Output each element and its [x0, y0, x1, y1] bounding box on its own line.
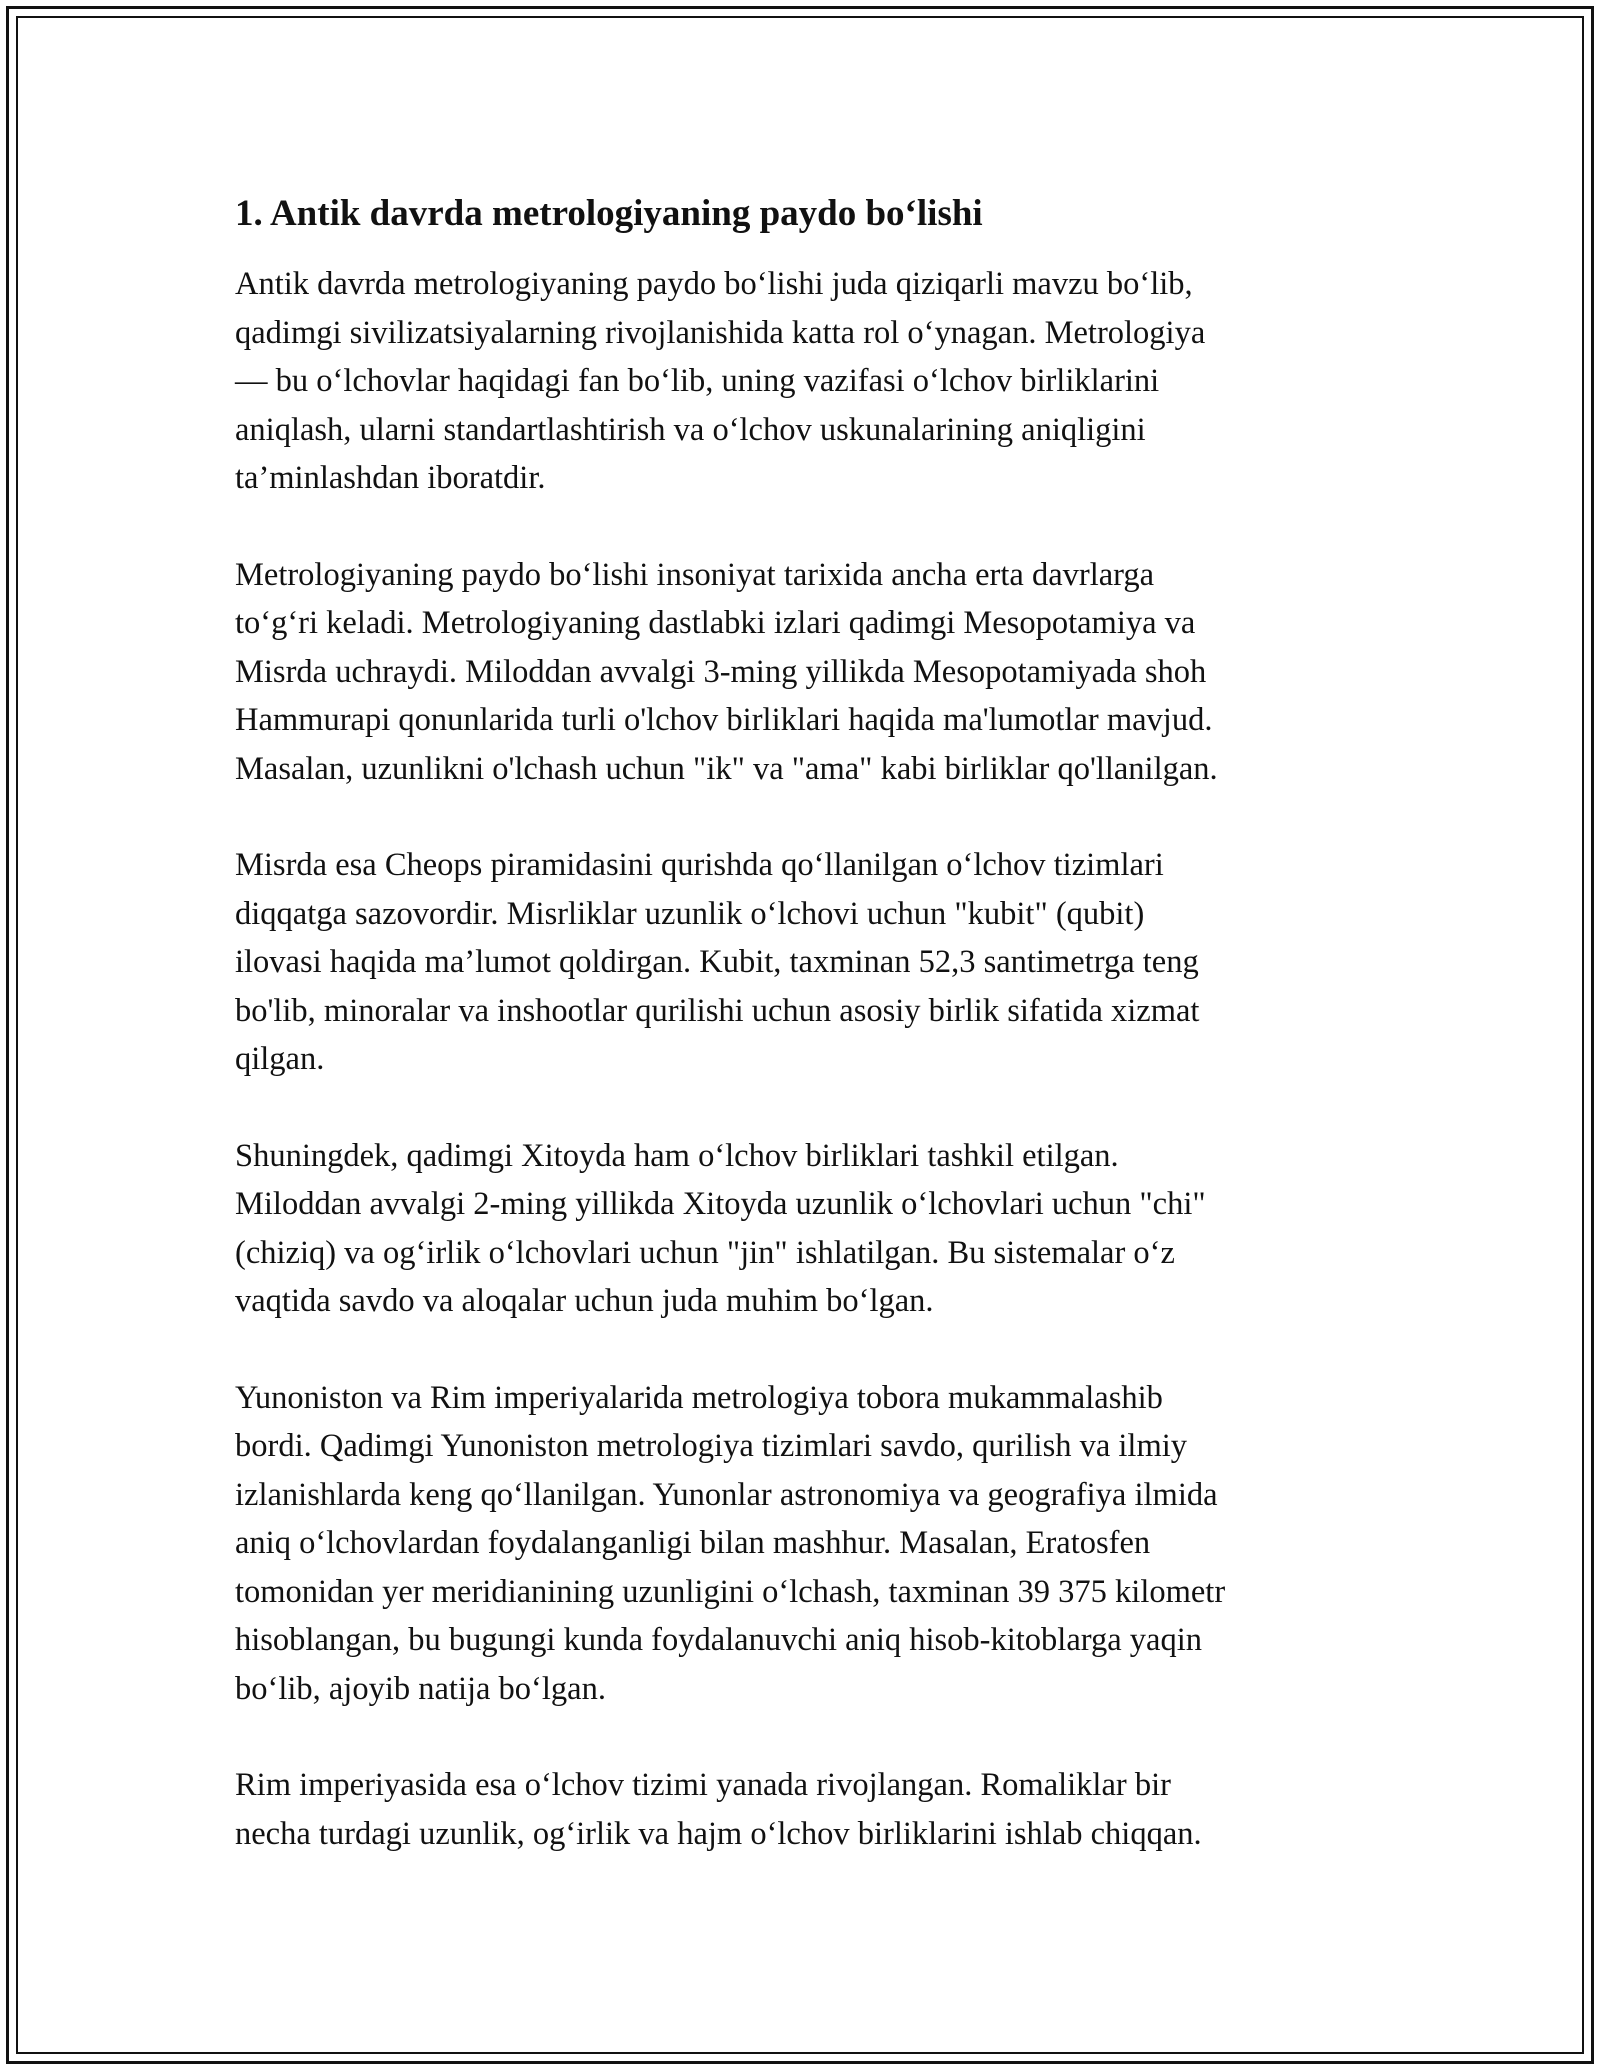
text-line: qilgan. — [235, 1041, 325, 1077]
text-line: bo'lib, minoralar va inshootlar qurilishi uchun asosiy birlik sifatida xizmat — [235, 992, 1200, 1029]
text-line: aniq o‘lchovlardan foydalanganligi bilan mashhur. Masalan, Eratosfen — [235, 1525, 1151, 1561]
paragraph-3 — [235, 841, 1370, 1084]
text-line: ta’minlashdan iboratdir. — [235, 460, 546, 496]
text-line: bo‘lib, ajoyib natija bo‘lgan. — [235, 1670, 606, 1707]
text-line: Hammurapi qonunlarida turli o'lchov birliklari haqida ma'lumotlar mavjud. — [235, 702, 1213, 738]
text-line: Misrda uchraydi. Miloddan avvalgi 3-ming yillikda Mesopotamiyada shoh — [235, 653, 1207, 690]
paragraph-5 — [235, 1374, 1370, 1714]
text-line: Metrologiyaning paydo bo‘lishi insoniyat tarixida ancha erta davrlarga — [235, 556, 1155, 593]
text-line: bordi. Qadimgi Yunoniston metrologiya tizimlari savdo, qurilish va ilmiy — [235, 1428, 1188, 1464]
paragraph-1 — [235, 260, 1370, 503]
text-line: izlanishlarda keng qo‘llanilgan. Yunonlar astronomiya va geografiya ilmida — [235, 1476, 1218, 1513]
text-line: Miloddan avvalgi 2-ming yillikda Xitoyda uzunlik o‘lchovlari uchun "chi" — [235, 1186, 1206, 1222]
text-line: — bu o‘lchovlar haqidagi fan bo‘lib, uning vazifasi o‘lchov birliklarini — [235, 363, 1160, 399]
text-line: Rim imperiyasida esa o‘lchov tizimi yanada rivojlangan. Romaliklar bir — [235, 1767, 1171, 1803]
text-line: ilovasi haqida ma’lumot qoldirgan. Kubit, taxminan 52,3 santimetrga teng — [235, 944, 1199, 980]
paragraph-4 — [235, 1132, 1370, 1326]
section-title: 1. Antik davrda metrologiyaning paydo bo‘lishi — [235, 193, 983, 234]
text-line: vaqtida savdo va aloqalar uchun juda muhim bo‘lgan. — [235, 1283, 934, 1319]
text-line: aniqlash, ularni standartlashtirish va o‘lchov uskunalarining aniqligini — [235, 411, 1146, 448]
paragraph-6 — [235, 1761, 1370, 1858]
text-line: diqqatga sazovordir. Misrliklar uzunlik o‘lchovi uchun "kubit" (qubit) — [235, 895, 1145, 932]
text-line: (chiziq) va og‘irlik o‘lchovlari uchun "jin" ishlatilgan. Bu sistemalar o‘z — [235, 1234, 1175, 1271]
text-line: to‘g‘ri keladi. Metrologiyaning dastlabki izlari qadimgi Mesopotamiya va — [235, 605, 1196, 641]
text-line: Yunoniston va Rim imperiyalarida metrologiya tobora mukammalashib — [235, 1379, 1163, 1416]
text-line: Shuningdek, qadimgi Xitoyda ham o‘lchov birliklari tashkil etilgan. — [235, 1137, 1119, 1174]
text-line: Antik davrda metrologiyaning paydo bo‘lishi juda qiziqarli mavzu bo‘lib, — [235, 266, 1193, 302]
text-line: qadimgi sivilizatsiyalarning rivojlanishida katta rol o‘ynagan. Metrologiya — [235, 314, 1206, 351]
text-line: tomonidan yer meridianining uzunligini o‘lchash, taxminan 39 375 kilometr — [235, 1573, 1226, 1610]
paragraph-2 — [235, 551, 1370, 794]
text-line: necha turdagi uzunlik, og‘irlik va hajm o‘lchov birliklarini ishlab chiqqan. — [235, 1815, 1202, 1852]
text-line: hisoblangan, bu bugungi kunda foydalanuvchi aniq hisob-kitoblarga yaqin — [235, 1622, 1203, 1658]
text-line: Misrda esa Cheops piramidasini qurishda qo‘llanilgan o‘lchov tizimlari — [235, 847, 1164, 883]
document-body — [235, 190, 1370, 1906]
text-line: Masalan, uzunlikni o'lchash uchun "ik" va "ama" kabi birliklar qo'llanilgan. — [235, 750, 1218, 787]
